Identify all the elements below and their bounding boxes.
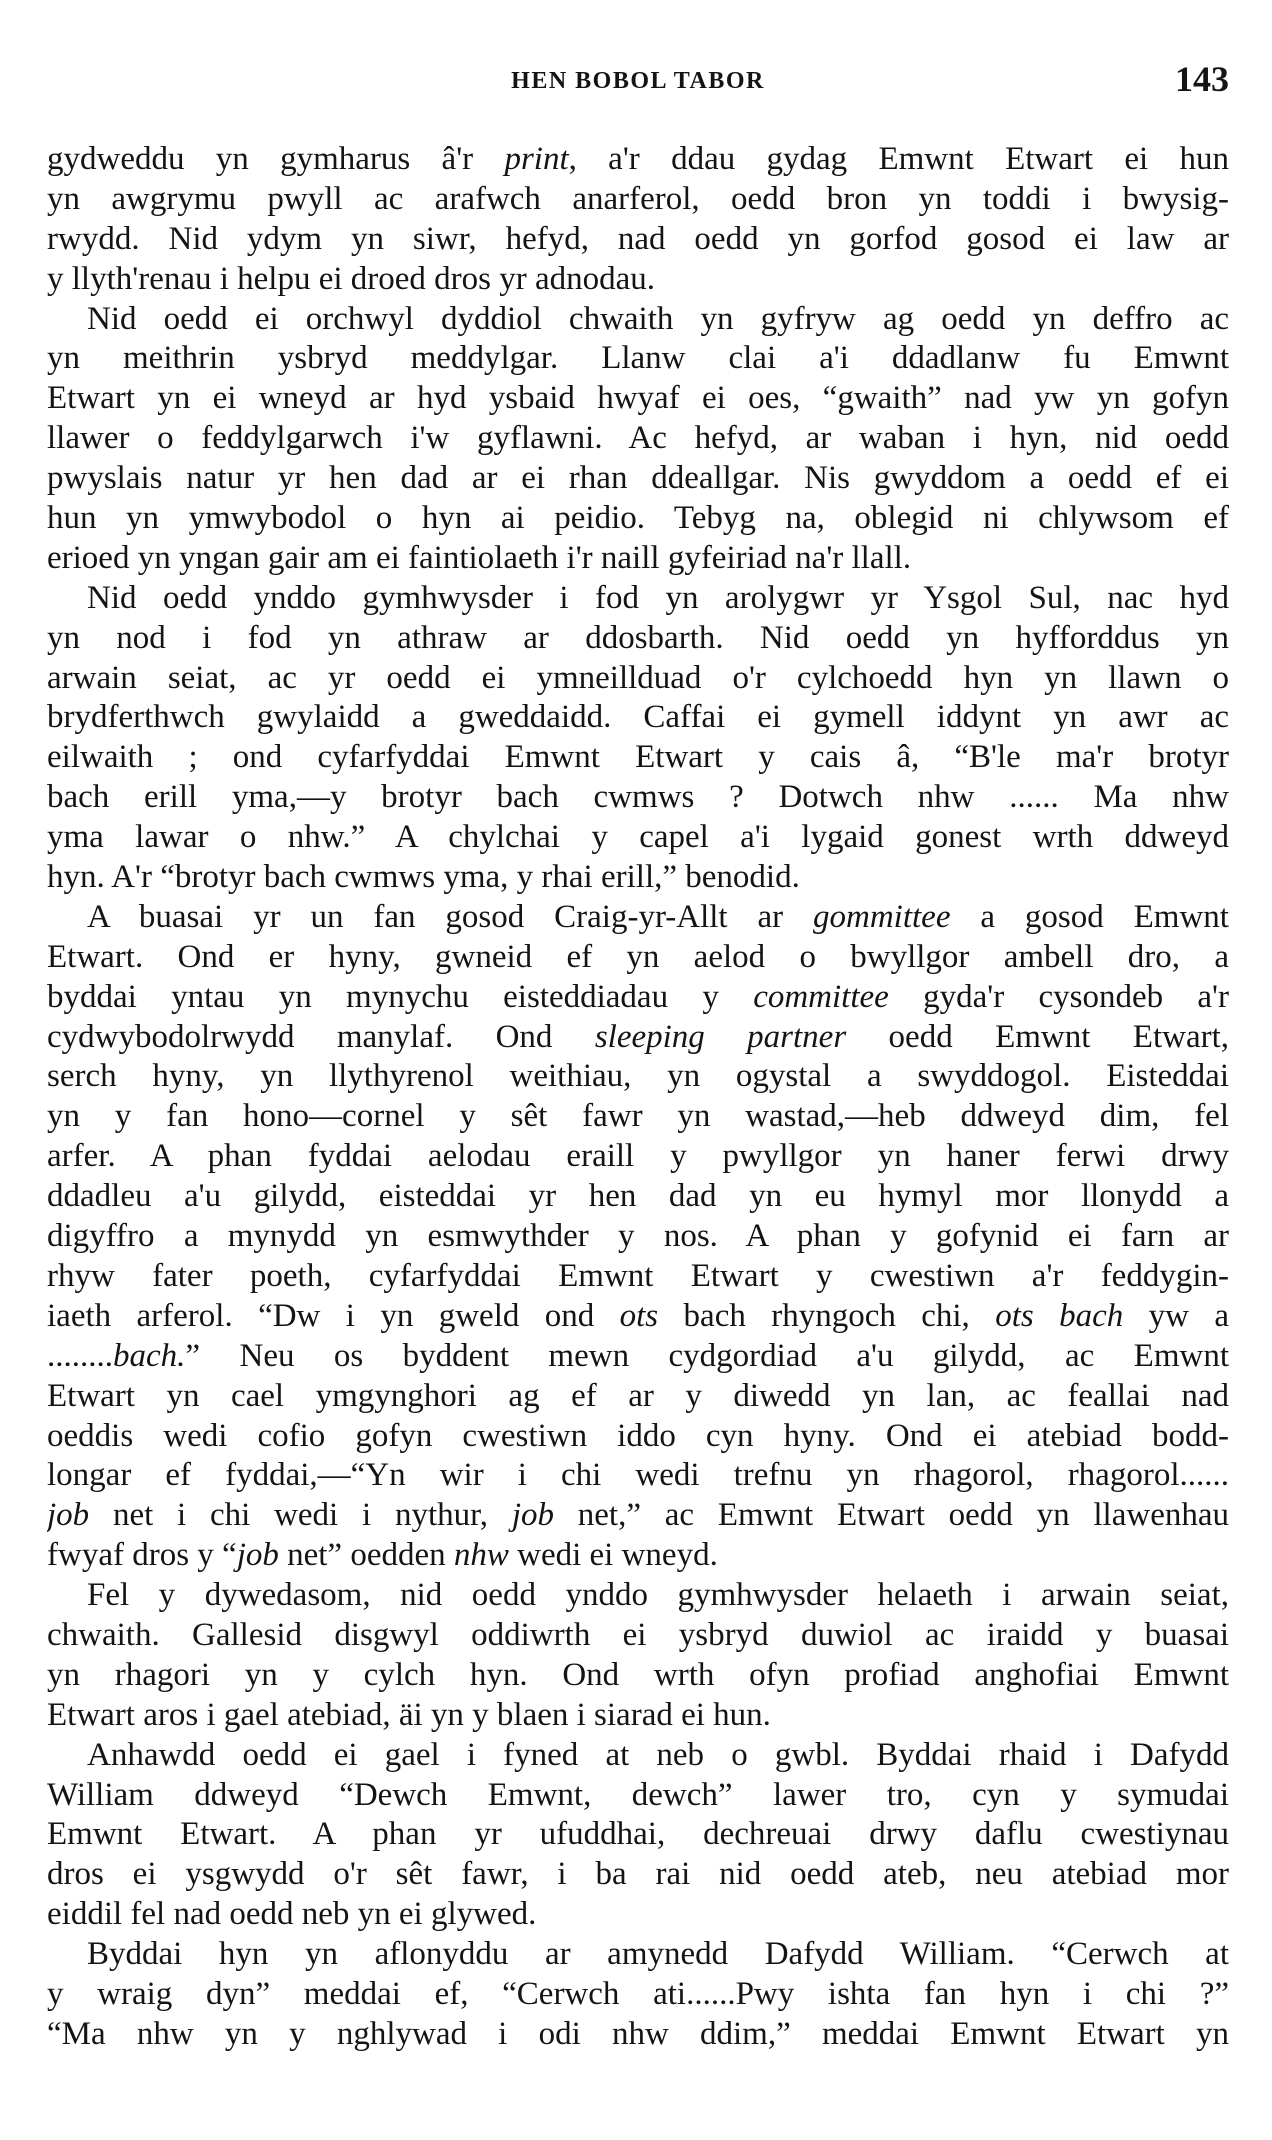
text-segment: fwyaf dros y “ bbox=[47, 1537, 237, 1574]
text-line bbox=[47, 339, 1229, 379]
text-segment: brydferthwch gwylaidd a gweddaidd. Caffai ei gymell iddynt yn awr ac bbox=[47, 699, 1229, 736]
text-line bbox=[47, 1417, 1229, 1457]
italic-text: nhw bbox=[453, 1537, 509, 1574]
text-segment: hyn. A'r “brotyr bach cwmws yma, y rhai erill,” benodid. bbox=[47, 859, 800, 896]
text-segment: Nid oedd ei orchwyl dyddiol chwaith yn gyfryw ag oedd yn deffro ac bbox=[87, 300, 1229, 337]
text-line bbox=[47, 778, 1229, 818]
italic-text: committee bbox=[753, 978, 889, 1015]
text-line bbox=[47, 260, 1229, 300]
text-line bbox=[47, 1616, 1229, 1656]
text-segment: net” oedden bbox=[278, 1537, 454, 1574]
text-segment: Nid oedd ynddo gymhwysder i fod yn arolygwr yr Ysgol Sul, nac hyd bbox=[87, 579, 1229, 616]
text-line bbox=[47, 1057, 1229, 1097]
text-line bbox=[47, 659, 1229, 699]
text-line bbox=[47, 1736, 1229, 1776]
text-line bbox=[47, 1935, 1229, 1975]
text-segment: net,” ac Emwnt Etwart oedd yn llawenhau bbox=[554, 1497, 1229, 1534]
text-line bbox=[47, 1895, 1229, 1935]
text-segment: , a'r ddau gydag Emwnt Etwart ei hun bbox=[568, 141, 1229, 177]
text-line bbox=[47, 619, 1229, 659]
text-segment: yw a bbox=[1123, 1297, 1229, 1334]
text-line bbox=[47, 1656, 1229, 1696]
text-line bbox=[47, 1097, 1229, 1137]
text-line bbox=[47, 140, 1229, 180]
body-text bbox=[47, 140, 1229, 2055]
text-line bbox=[47, 938, 1229, 978]
text-segment: Etwart. Ond er hyny, gwneid ef yn aelod o bwyllgor ambell dro, a bbox=[47, 938, 1229, 975]
text-line bbox=[47, 1257, 1229, 1297]
text-line bbox=[47, 1815, 1229, 1855]
text-segment: dros ei ysgwydd o'r sêt fawr, i ba rai nid oedd ateb, neu atebiad mor bbox=[47, 1856, 1229, 1893]
italic-text: sleeping partner bbox=[594, 1018, 847, 1055]
text-line bbox=[47, 1776, 1229, 1816]
text-segment: y wraig dyn” meddai ef, “Cerwch ati......Pwy ishta fan hyn i chi ?” bbox=[47, 1975, 1229, 2012]
text-segment: arwain seiat, ac yr oedd ei ymneillduad o'r cylchoedd hyn yn llawn o bbox=[47, 659, 1229, 696]
text-line bbox=[47, 738, 1229, 778]
text-segment: yma lawar o nhw.” A chylchai y capel a'i lygaid gonest wrth ddweyd bbox=[47, 819, 1229, 856]
text-segment: Anhawdd oedd ei gael i fyned at neb o gwbl. Byddai rhaid i Dafydd bbox=[87, 1736, 1229, 1773]
italic-text: bach. bbox=[113, 1337, 186, 1374]
text-segment: cydwybodolrwydd manylaf. Ond bbox=[47, 1018, 595, 1055]
italic-text: print bbox=[504, 141, 569, 177]
text-segment: oedd Emwnt Etwart, bbox=[846, 1018, 1229, 1055]
text-line bbox=[47, 220, 1229, 260]
text-line bbox=[47, 818, 1229, 858]
text-line bbox=[47, 1217, 1229, 1257]
text-line bbox=[47, 1137, 1229, 1177]
text-line bbox=[47, 1496, 1229, 1536]
text-segment: ........ bbox=[47, 1337, 113, 1374]
text-line bbox=[47, 1536, 1229, 1576]
text-line bbox=[47, 1456, 1229, 1496]
text-line bbox=[47, 379, 1229, 419]
text-segment: serch hyny, yn llythyrenol weithiau, yn ogystal a swyddogol. Eisteddai bbox=[47, 1058, 1229, 1095]
text-segment: chwaith. Gallesid disgwyl oddiwrth ei ysbryd duwiol ac iraidd y buasai bbox=[47, 1616, 1229, 1653]
running-title: HEN BOBOL TABOR bbox=[511, 68, 765, 94]
italic-text: job bbox=[236, 1537, 279, 1574]
text-segment: arfer. A phan fyddai aelodau eraill y pwyllgor yn haner ferwi drwy bbox=[47, 1138, 1229, 1175]
text-segment: longar ef fyddai,—“Yn wir i chi wedi trefnu yn rhagorol, rhagorol...... bbox=[47, 1457, 1229, 1494]
text-segment: oeddis wedi cofio gofyn cwestiwn iddo cyn hyny. Ond ei atebiad bodd- bbox=[47, 1417, 1229, 1454]
text-segment: yn y fan hono—cornel y sêt fawr yn wastad,—heb ddweyd dim, fel bbox=[47, 1098, 1229, 1135]
italic-text: ots bbox=[619, 1297, 659, 1334]
text-line bbox=[47, 1177, 1229, 1217]
text-segment: iaeth arferol. “Dw i yn gweld ond bbox=[47, 1297, 620, 1334]
text-segment: hun yn ymwybodol o hyn ai peidio. Tebyg na, oblegid ni chlywsom ef bbox=[47, 500, 1229, 537]
text-segment: Fel y dywedasom, nid oedd ynddo gymhwysder helaeth i arwain seiat, bbox=[87, 1577, 1229, 1614]
text-segment: bach erill yma,—y brotyr bach cwmws ? Dotwch nhw ...... Ma nhw bbox=[47, 779, 1229, 816]
text-segment: William ddweyd “Dewch Emwnt, dewch” lawer tro, cyn y symudai bbox=[47, 1776, 1229, 1813]
text-segment: yn rhagori yn y cylch hyn. Ond wrth ofyn profiad anghofiai Emwnt bbox=[47, 1656, 1229, 1693]
text-line bbox=[47, 1337, 1229, 1377]
text-segment: byddai yntau yn mynychu eisteddiadau y bbox=[47, 978, 754, 1015]
text-line bbox=[47, 180, 1229, 220]
text-segment: Etwart aros i gael atebiad, äi yn y blaen i siarad ei hun. bbox=[47, 1696, 771, 1733]
running-head bbox=[47, 58, 1229, 110]
text-segment: Byddai hyn yn aflonyddu ar amynedd Dafydd William. “Cerwch at bbox=[87, 1936, 1229, 1973]
text-segment: Etwart yn ei wneyd ar hyd ysbaid hwyaf ei oes, “gwaith” nad yw yn gofyn bbox=[47, 380, 1229, 417]
italic-text: job bbox=[47, 1497, 90, 1534]
text-segment: Etwart yn cael ymgynghori ag ef ar y diwedd yn lan, ac feallai nad bbox=[47, 1377, 1229, 1414]
text-line bbox=[47, 539, 1229, 579]
italic-text: ots bach bbox=[995, 1297, 1124, 1334]
text-segment: eiddil fel nad oedd neb yn ei glywed. bbox=[47, 1896, 537, 1933]
text-segment: Emwnt Etwart. A phan yr ufuddhai, dechreuai drwy daflu cwestiynau bbox=[47, 1816, 1229, 1853]
text-line bbox=[47, 1696, 1229, 1736]
text-line bbox=[47, 1297, 1229, 1337]
text-line bbox=[47, 2015, 1229, 2055]
text-segment: ” Neu os byddent mewn cydgordiad a'u gilydd, ac Emwnt bbox=[185, 1337, 1229, 1374]
text-segment: ddadleu a'u gilydd, eisteddai yr hen dad yn eu hymyl mor llonydd a bbox=[47, 1178, 1229, 1215]
text-segment: a gosod Emwnt bbox=[950, 898, 1229, 935]
text-segment: yn meithrin ysbryd meddylgar. Llanw clai a'i ddadlanw fu Emwnt bbox=[47, 340, 1229, 377]
text-line bbox=[47, 1576, 1229, 1616]
text-segment: A buasai yr un fan gosod Craig-yr-Allt ar bbox=[87, 898, 814, 935]
text-segment: gydweddu yn gymharus â'r bbox=[47, 141, 505, 177]
text-segment: “Ma nhw yn y nghlywad i odi nhw ddim,” meddai Emwnt Etwart yn bbox=[47, 2015, 1229, 2052]
text-line bbox=[47, 858, 1229, 898]
text-line bbox=[47, 1975, 1229, 2015]
text-segment: digyffro a mynydd yn esmwythder y nos. A phan y gofynid ei farn ar bbox=[47, 1218, 1229, 1255]
text-line bbox=[47, 698, 1229, 738]
text-segment: y llyth'renau i helpu ei droed dros yr adnodau. bbox=[47, 260, 656, 297]
page-number: 143 bbox=[1175, 59, 1229, 99]
text-segment: rwydd. Nid ydym yn siwr, hefyd, nad oedd yn gorfod gosod ei law ar bbox=[47, 220, 1229, 257]
text-segment: llawer o feddylgarwch i'w gyflawni. Ac hefyd, ar waban i hyn, nid oedd bbox=[47, 420, 1229, 457]
text-segment: pwyslais natur yr hen dad ar ei rhan ddeallgar. Nis gwyddom a oedd ef ei bbox=[47, 460, 1229, 497]
text-segment: rhyw fater poeth, cyfarfyddai Emwnt Etwart y cwestiwn a'r feddygin- bbox=[47, 1257, 1229, 1294]
text-line bbox=[47, 1018, 1229, 1058]
italic-text: job bbox=[511, 1497, 554, 1534]
text-line bbox=[47, 978, 1229, 1018]
text-segment: gyda'r cysondeb a'r bbox=[888, 978, 1229, 1015]
text-segment: wedi ei wneyd. bbox=[508, 1537, 718, 1574]
text-line bbox=[47, 459, 1229, 499]
text-line bbox=[47, 1377, 1229, 1417]
italic-text: gommittee bbox=[813, 898, 951, 935]
text-line bbox=[47, 1855, 1229, 1895]
text-segment: net i chi wedi i nythur, bbox=[89, 1497, 512, 1534]
text-segment: erioed yn yngan gair am ei faintiolaeth i'r naill gyfeiriad na'r llall. bbox=[47, 539, 912, 576]
text-line bbox=[47, 499, 1229, 539]
text-segment: bach rhyngoch chi, bbox=[658, 1297, 996, 1334]
text-segment: eilwaith ; ond cyfarfyddai Emwnt Etwart y cais â, “B'le ma'r brotyr bbox=[47, 739, 1229, 776]
text-segment: yn awgrymu pwyll ac arafwch anarferol, oedd bron yn toddi i bwysig- bbox=[47, 180, 1229, 217]
text-line bbox=[47, 419, 1229, 459]
text-line bbox=[47, 898, 1229, 938]
text-line bbox=[47, 579, 1229, 619]
text-segment: yn nod i fod yn athraw ar ddosbarth. Nid oedd yn hyfforddus yn bbox=[47, 619, 1229, 656]
text-line bbox=[47, 300, 1229, 340]
